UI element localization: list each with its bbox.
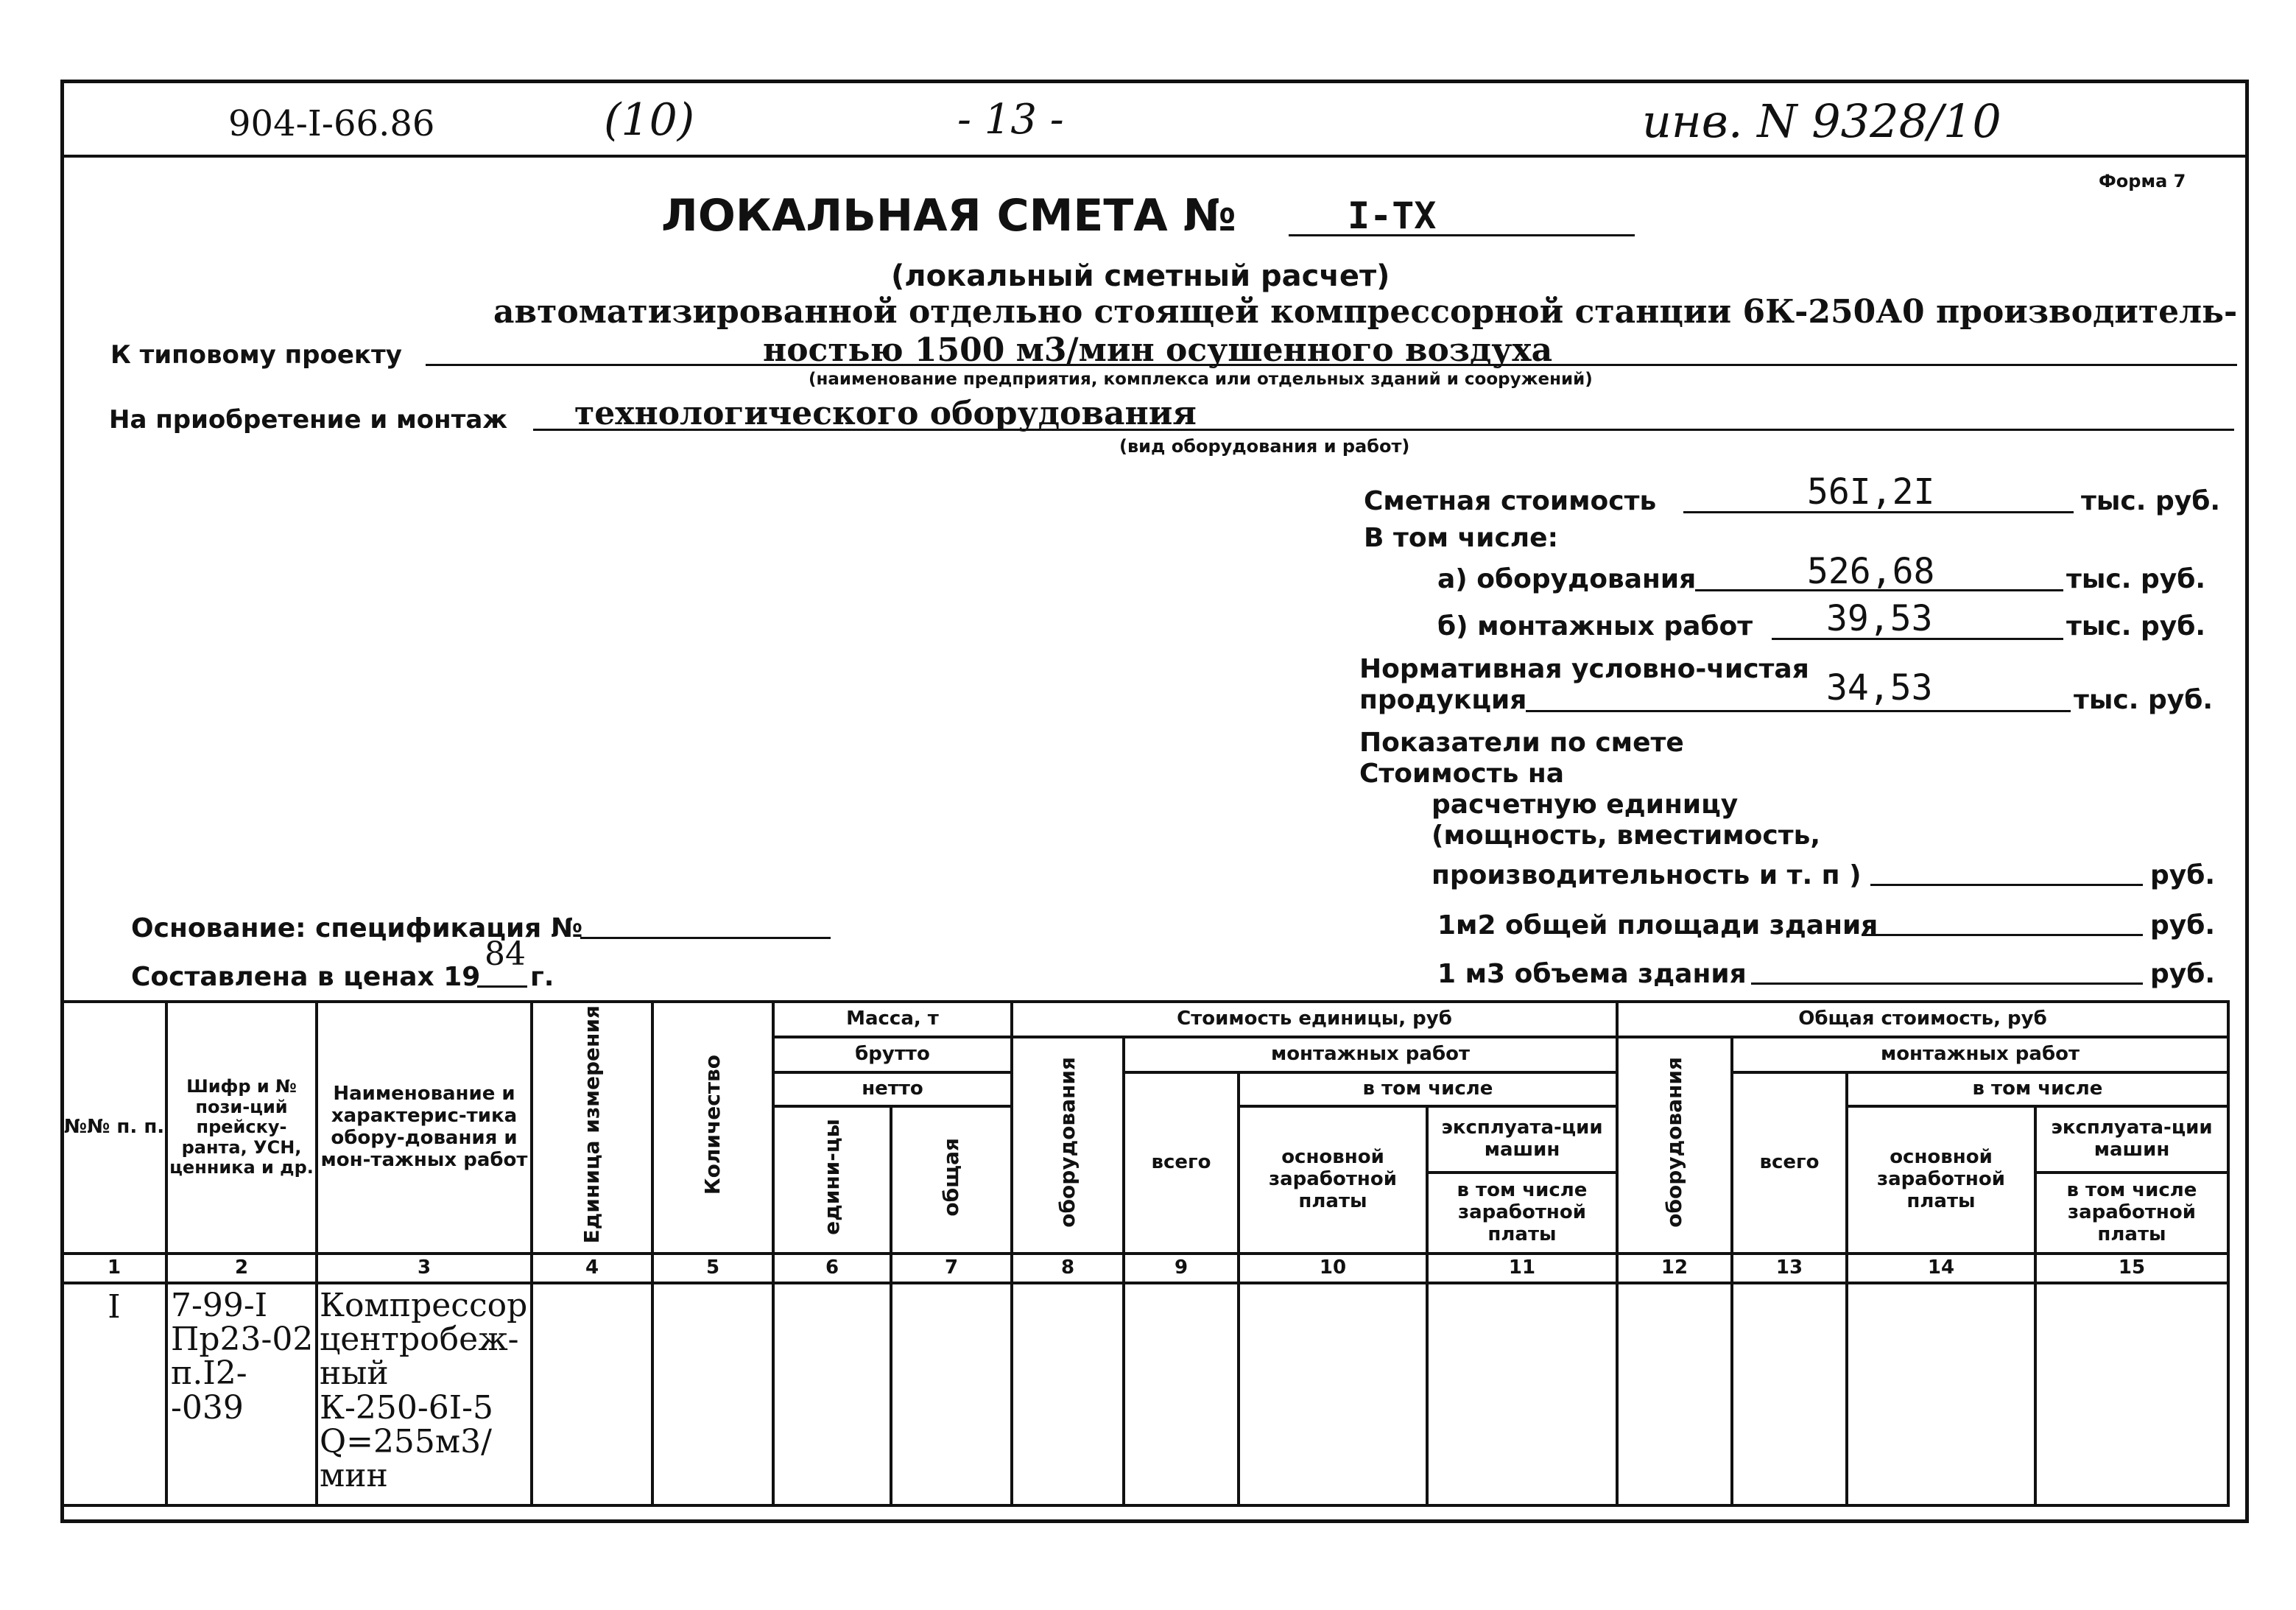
project-line <box>426 364 2237 366</box>
page-title: ЛОКАЛЬНАЯ СМЕТА № <box>661 190 1236 242</box>
including-label: В том числе: <box>1364 523 1558 553</box>
header-machine-wage-unit: в том числе заработной платы <box>1427 1173 1617 1254</box>
header-total-mass-text: общая <box>938 1137 963 1217</box>
calc-unit-label-1: расчетную единицу <box>1432 790 1739 820</box>
row-cell-empty <box>1617 1283 1732 1505</box>
row-name-line: Компрессор <box>320 1287 528 1324</box>
header-qty-text: Количество <box>700 1054 725 1195</box>
estimate-number: I-TX <box>1348 194 1437 237</box>
row-name-cell <box>317 1283 532 1505</box>
row-cell-empty <box>891 1283 1012 1505</box>
row-cell-empty <box>1012 1283 1124 1505</box>
header-equipment-unit-text: оборудования <box>1054 1057 1080 1228</box>
calc-unit-rub: руб. <box>2150 860 2216 890</box>
document-code: 904-I-66.86 <box>228 103 435 144</box>
col-num: 11 <box>1427 1254 1617 1283</box>
purchase-value: технологического оборудования <box>574 395 1197 432</box>
inventory-number-handwritten: инв. N 9328/10 <box>1642 94 2001 148</box>
project-label: К типовому проекту <box>110 340 402 370</box>
header-netto: нетто <box>773 1072 1012 1106</box>
header-base-wage-unit: основной заработной платы <box>1239 1106 1427 1254</box>
header-machine-unit: эксплуата-ции машин <box>1427 1106 1617 1173</box>
header-equipment-total-text: оборудования <box>1661 1057 1686 1228</box>
header-equipment-unit <box>1012 1037 1124 1254</box>
table-row <box>62 1283 2228 1505</box>
col-num: 1 <box>62 1254 166 1283</box>
header-unit-text: Единица измерения <box>579 1005 604 1244</box>
header-incl-total: в том числе <box>1847 1072 2228 1106</box>
header-all-total: всего <box>1732 1072 1847 1254</box>
header-total-cost: Общая стоимость, руб <box>1617 1002 2228 1037</box>
header-all-unit: всего <box>1124 1072 1239 1254</box>
col-num: 12 <box>1617 1254 1732 1283</box>
header-mount-unit: монтажных работ <box>1124 1037 1617 1072</box>
sheet-number-handwritten: (10) <box>604 94 695 146</box>
col-num: 6 <box>773 1254 891 1283</box>
row-cell-empty <box>1732 1283 1847 1505</box>
col-num: 5 <box>652 1254 773 1283</box>
header-cipher: Шифр и № пози-ций прейску-ранта, УСН, ценника и др. <box>166 1002 317 1254</box>
normative-value: 34,53 <box>1826 667 1933 709</box>
header-mount-total: монтажных работ <box>1732 1037 2228 1072</box>
column-number-row <box>62 1254 2228 1283</box>
calc-unit-label-2: (мощность, вместимость, <box>1432 820 1821 851</box>
row-name <box>318 1284 530 1493</box>
total-cost-label: Сметная стоимость <box>1364 486 1657 516</box>
col-num: 9 <box>1124 1254 1239 1283</box>
area-label: 1м2 общей площади здания <box>1437 910 1878 941</box>
calc-unit-label-3: производительность и т. п ) <box>1432 860 1862 890</box>
header-machine-total: эксплуата-ции машин <box>2035 1106 2228 1173</box>
estimate-table <box>60 1000 2230 1507</box>
row-cipher-line: -039 <box>171 1388 244 1427</box>
total-cost-value: 56I,2I <box>1807 471 1935 513</box>
equipment-cost-unit: тыс. руб. <box>2066 564 2206 594</box>
mounting-cost-line <box>1772 638 2063 640</box>
col-num: 13 <box>1732 1254 1847 1283</box>
form-label: Форма 7 <box>2099 171 2186 191</box>
row-cell-empty <box>1239 1283 1427 1505</box>
row-name-line: Q=255м3/мин <box>320 1422 492 1494</box>
estimate-number-line <box>1289 234 1635 236</box>
row-cell-empty <box>2035 1283 2228 1505</box>
row-cipher <box>168 1284 315 1425</box>
col-num: 7 <box>891 1254 1012 1283</box>
header-mass: Масса, т <box>773 1002 1012 1037</box>
header-name: Наименование и характерис-тика обору-дования и мон-тажных работ <box>317 1002 532 1254</box>
header-equipment-total <box>1617 1037 1732 1254</box>
row-name-line: К-250-6I-5 <box>320 1388 494 1427</box>
page-number: - 13 - <box>957 96 1064 144</box>
prices-year: 84 <box>485 935 526 973</box>
project-description-line2: ностью 1500 м3/мин осушенного воздуха <box>763 331 1553 369</box>
header-total-mass <box>891 1106 1012 1254</box>
cost-on-label: Стоимость на <box>1359 759 1565 789</box>
row-cipher-line: 7-99-I <box>171 1287 268 1324</box>
subtitle: (локальный сметный расчет) <box>891 259 1390 293</box>
header-unit-mass <box>773 1106 891 1254</box>
row-cell-empty <box>1427 1283 1617 1505</box>
equipment-cost-value: 526,68 <box>1807 551 1935 592</box>
header-machine-wage-total: в том числе заработной платы <box>2035 1173 2228 1254</box>
prices-year-suffix: г. <box>530 962 554 992</box>
volume-label: 1 м3 объема здания <box>1437 959 1747 989</box>
header-unit-mass-text: едини-цы <box>819 1119 844 1235</box>
header-num: №№ п. п. <box>62 1002 166 1254</box>
header-unit-cost: Стоимость единицы, руб <box>1012 1002 1617 1037</box>
prices-year-line <box>477 985 527 988</box>
row-cipher-cell <box>166 1283 317 1505</box>
col-num: 2 <box>166 1254 317 1283</box>
mounting-cost-unit: тыс. руб. <box>2066 611 2206 641</box>
row-number-cell <box>62 1283 166 1505</box>
header-qty <box>652 1002 773 1254</box>
mounting-cost-label: б) монтажных работ <box>1437 611 1753 641</box>
row-name-line: ный <box>320 1354 389 1393</box>
header-unit <box>532 1002 652 1254</box>
row-name-line: центробеж- <box>320 1321 519 1359</box>
area-line <box>1862 934 2143 936</box>
total-cost-unit: тыс. руб. <box>2081 486 2221 516</box>
header-incl-unit: в том числе <box>1239 1072 1617 1106</box>
normative-unit: тыс. руб. <box>2074 685 2214 715</box>
calc-unit-line <box>1870 884 2143 886</box>
total-cost-line <box>1683 511 2074 513</box>
area-rub: руб. <box>2150 910 2216 941</box>
normative-line <box>1526 710 2071 712</box>
normative-label-1: Нормативная условно-чистая <box>1359 654 1809 684</box>
header-brutto: брутто <box>773 1037 1012 1072</box>
row-number: I <box>108 1288 121 1326</box>
purchase-line <box>533 429 2234 431</box>
mounting-cost-value: 39,53 <box>1826 598 1933 639</box>
header-base-wage-total: основной заработной платы <box>1847 1106 2035 1254</box>
volume-rub: руб. <box>2150 959 2216 989</box>
col-num: 8 <box>1012 1254 1124 1283</box>
col-num: 3 <box>317 1254 532 1283</box>
row-cipher-line: п.I2- <box>171 1354 247 1393</box>
col-num: 10 <box>1239 1254 1427 1283</box>
purchase-label: На приобретение и монтаж <box>109 405 508 435</box>
indicators-label: Показатели по смете <box>1359 728 1684 758</box>
col-num: 14 <box>1847 1254 2035 1283</box>
row-cell-empty <box>532 1283 652 1505</box>
equipment-cost-label: а) оборудования <box>1437 564 1697 594</box>
prices-label: Составлена в ценах 19 <box>131 962 481 992</box>
equipment-cost-line <box>1695 589 2063 591</box>
row-cell-empty <box>1124 1283 1239 1505</box>
volume-line <box>1751 982 2143 985</box>
normative-label-2: продукция <box>1359 685 1527 715</box>
basis-line <box>580 937 831 939</box>
row-cell-empty <box>652 1283 773 1505</box>
col-num: 15 <box>2035 1254 2228 1283</box>
project-description-line1: автоматизированной отдельно стоящей компрессорной станции 6К-250А0 производитель- <box>493 293 2238 331</box>
header-divider <box>60 155 2249 158</box>
row-cell-empty <box>773 1283 891 1505</box>
row-cipher-line: Пр23-02 <box>171 1321 314 1359</box>
col-num: 4 <box>532 1254 652 1283</box>
purchase-caption: (вид оборудования и работ) <box>1119 436 1410 457</box>
basis-label: Основание: спецификация № <box>131 913 583 943</box>
row-cell-empty <box>1847 1283 2035 1505</box>
project-caption: (наименование предприятия, комплекса или отдельных зданий и сооружений) <box>809 370 1593 389</box>
